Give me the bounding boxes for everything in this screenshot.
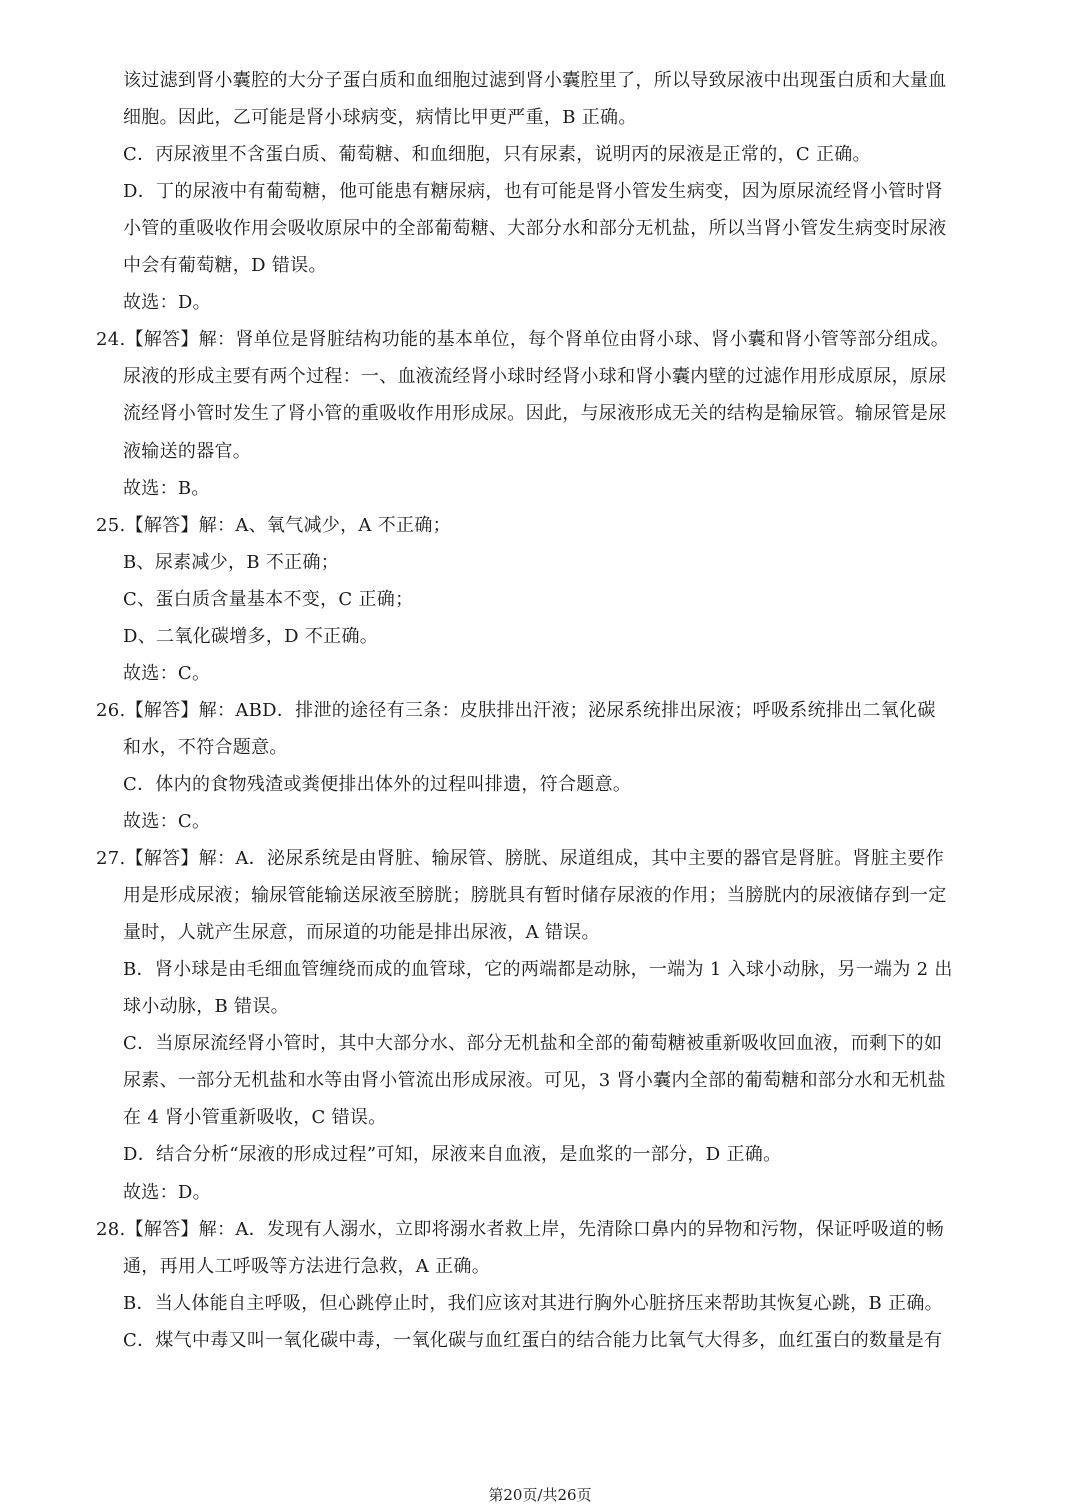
text-line: 该过滤到肾小囊腔的大分子蛋白质和血细胞过滤到肾小囊腔里了，所以导致尿液中出现蛋白质和大量血 <box>123 70 947 91</box>
text-line: D．丁的尿液中有葡萄糖，他可能患有糖尿病，也有可能是肾小管发生病变，因为原尿流经肾小管时肾 <box>123 181 943 202</box>
text-line: 故选：C。 <box>123 663 211 684</box>
text-line: 细胞。因此，乙可能是肾小球病变，病情比甲更严重，B 正确。 <box>123 107 637 128</box>
text-line: 尿素、一部分无机盐和水等由肾小管流出形成尿液。可见，3 肾小囊内全部的葡萄糖和部分水和无机盐 <box>123 1070 946 1091</box>
text-line: 27.【解答】解：A．泌尿系统是由肾脏、输尿管、膀胱、尿道组成，其中主要的器官是肾脏。肾脏主要作 <box>96 848 945 869</box>
text-line: 故选：C。 <box>123 811 211 832</box>
text-line: C、蛋白质含量基本不变，C 正确； <box>123 589 414 610</box>
text-line: D．结合分析“尿液的形成过程”可知，尿液来自血液，是血浆的一部分，D 正确。 <box>123 1144 782 1165</box>
text-line: 26.【解答】解：ABD．排泄的途径有三条：皮肤排出汗液；泌尿系统排出尿液；呼吸系统排出二氧化碳 <box>96 700 936 721</box>
text-line: C．煤气中毒又叫一氧化碳中毒，一氧化碳与血红蛋白的结合能力比氧气大得多，血红蛋白的数量是有 <box>123 1330 943 1351</box>
text-line: 液输送的器官。 <box>123 441 252 462</box>
text-line: 和水，不符合题意。 <box>123 737 288 758</box>
text-line: 小管的重吸收作用会吸收原尿中的全部葡萄糖、大部分水和部分无机盐，所以当肾小管发生病变时尿液 <box>123 218 947 239</box>
text-line: 在 4 肾小管重新吸收，C 错误。 <box>123 1107 387 1128</box>
text-line: D、二氧化碳增多，D 不正确。 <box>123 626 379 647</box>
text-line: B．当人体能自主呼吸，但心跳停止时，我们应该对其进行胸外心脏挤压来帮助其恢复心跳，B 正确。 <box>123 1293 943 1314</box>
text-line: 故选：B。 <box>123 478 210 499</box>
text-line: 中会有葡萄糖，D 错误。 <box>123 255 327 276</box>
text-line: 故选：D。 <box>123 292 211 313</box>
text-line: B、尿素减少，B 不正确； <box>123 552 340 573</box>
page-number-footer: 第20页/共26页 <box>488 1486 592 1504</box>
text-line: C．当原尿流经肾小管时，其中大部分水、部分无机盐和全部的葡萄糖被重新吸收回血液，而剩下的如 <box>123 1033 943 1054</box>
text-line: 流经肾小管时发生了肾小管的重吸收作用形成尿。因此，与尿液形成无关的结构是输尿管。输尿管是尿 <box>123 403 947 424</box>
text-line: 尿液的形成主要有两个过程：一、血液流经肾小球时经肾小球和肾小囊内壁的过滤作用形成原尿，原尿 <box>123 366 947 387</box>
text-line: 28.【解答】解：A．发现有人溺水，立即将溺水者救上岸，先清除口鼻内的异物和污物，保证呼吸道的畅 <box>96 1219 945 1240</box>
text-line: 25.【解答】解：A、氧气减少，A 不正确； <box>96 515 451 536</box>
text-line: 球小动脉，B 错误。 <box>123 996 289 1017</box>
text-line: 故选：D。 <box>123 1182 211 1203</box>
text-line: B．肾小球是由毛细血管缠绕而成的血管球，它的两端都是动脉，一端为 1 入球小动脉，另一端为 2 出 <box>123 959 953 980</box>
text-line: 24.【解答】解：肾单位是肾脏结构功能的基本单位，每个肾单位由肾小球、肾小囊和肾小管等部分组成。 <box>96 329 950 350</box>
text-line: C．丙尿液里不含蛋白质、葡萄糖、和血细胞，只有尿素，说明丙的尿液是正常的，C 正确。 <box>123 144 871 165</box>
text-line: 通，再用人工呼吸等方法进行急救，A 正确。 <box>123 1256 491 1277</box>
text-line: 用是形成尿液；输尿管能输送尿液至膀胱；膀胱具有暂时储存尿液的作用；当膀胱内的尿液储存到一定 <box>123 885 947 906</box>
text-line: C．体内的食物残渣或粪便排出体外的过程叫排遗，符合题意。 <box>123 774 632 795</box>
text-line: 量时，人就产生尿意，而尿道的功能是排出尿液，A 错误。 <box>123 922 600 943</box>
